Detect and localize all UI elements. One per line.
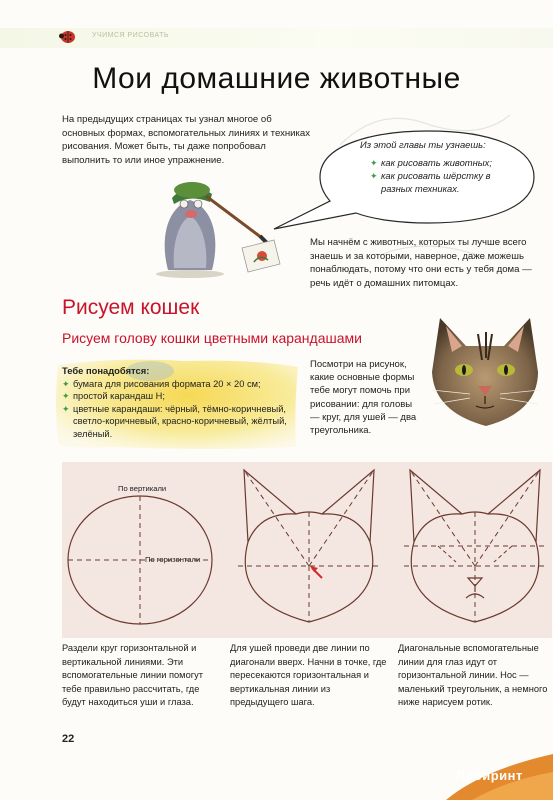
materials-item: ✦ простой карандаш H; bbox=[62, 391, 165, 402]
page-number: 22 bbox=[62, 733, 75, 745]
page-title: Мои домашние животные bbox=[92, 62, 461, 95]
step3-face-diagram bbox=[398, 462, 552, 638]
cat-head-drawing bbox=[426, 312, 544, 430]
intro-paragraph: На предыдущих страницах ты узнал многое об основных формах, вспомогательных линиях и техниках рисования. Может быть, ты даже попробовал выполнить то или иное упражнение. bbox=[62, 114, 311, 166]
animals-paragraph: Мы начнём с животных, которых ты лучше всего знаешь и за которыми, наверное, даже можешь понаблюдать, потому что они есть у тебя дома — речь идёт о домашних питомцах. bbox=[310, 237, 532, 289]
green-star-icon: ✦ bbox=[62, 403, 70, 414]
subsection-title: Рисуем голову кошки цветными карандашами bbox=[62, 330, 362, 346]
materials-item: ✦ бумага для рисования формата 20 × 20 см; bbox=[62, 379, 261, 389]
green-star-icon: ✦ bbox=[62, 379, 70, 389]
step3-caption: Диагональные вспомогательные линии для глаз идут от горизонтальной линии. Нос — маленький треугольник, а немного ниже нарисуем ротик. bbox=[398, 643, 548, 708]
label-horizontal: По горизонтали bbox=[145, 555, 201, 564]
step1-caption: Раздели круг горизонтальной и вертикальной линиями. Эти вспомогательные линии помогут тебе правильно рассчитать, где будут находиться уши и глаза. bbox=[62, 643, 204, 708]
look-paragraph: Посмотри на рисунок, какие основные формы тебе могут помочь при рисовании: для головы — круг, для ушей — два треугольника. bbox=[310, 359, 417, 437]
green-star-icon: ✦ bbox=[62, 391, 70, 402]
ladybug-icon bbox=[58, 28, 76, 44]
painter-mole-illustration bbox=[150, 160, 290, 280]
label-vertical: По вертикали bbox=[118, 484, 167, 493]
materials-list bbox=[62, 378, 294, 440]
bubble-item: ✦ как рисовать животных; bbox=[370, 157, 492, 168]
bubble-title: Из этой главы ты узнаешь: bbox=[360, 139, 486, 150]
header-strip bbox=[0, 28, 553, 48]
step2-caption: Для ушей проведи две линии по диагонали вверх. Начни в точке, где пересекаются горизонтальная и вертикальная линии из предыдущего шага. bbox=[230, 643, 387, 708]
running-title: УЧИМСЯ РИСОВАТЬ bbox=[92, 32, 170, 39]
bubble-list bbox=[370, 157, 520, 196]
green-star-icon: ✦ bbox=[370, 171, 378, 182]
materials-item: ✦ цветные карандаши: чёрный, тёмно-коричневый, светло-коричневый, красно-коричневый, жёлтый, зелёный. bbox=[62, 403, 287, 439]
green-star-icon: ✦ bbox=[370, 158, 378, 168]
watermark: Лабиринт bbox=[456, 768, 523, 783]
bubble-item: ✦ как рисовать шёрстку в разных техниках. bbox=[370, 170, 491, 194]
step2-ears-diagram bbox=[230, 462, 388, 638]
materials-title: Тебе понадобятся: bbox=[62, 365, 150, 376]
section-title: Рисуем кошек bbox=[62, 296, 200, 319]
